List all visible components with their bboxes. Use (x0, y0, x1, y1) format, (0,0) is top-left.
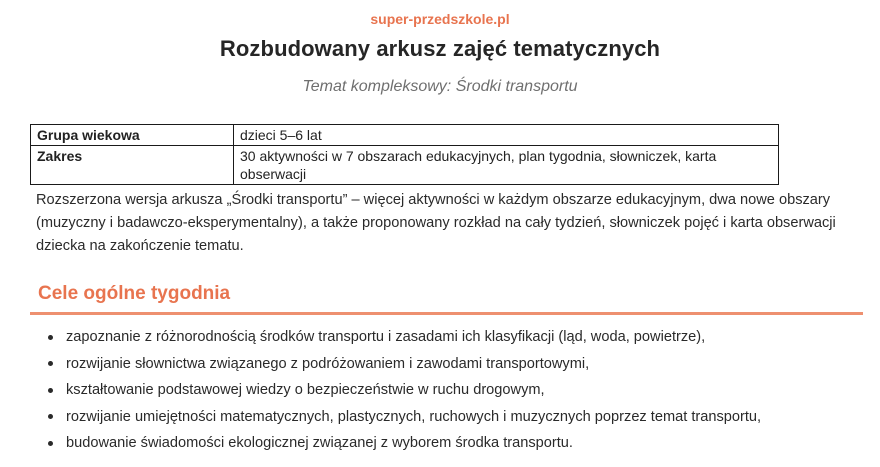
goals-list (48, 324, 761, 457)
info-row-scope (31, 146, 779, 185)
list-item (48, 351, 761, 378)
list-item (48, 324, 761, 351)
section-heading: Cele ogólne tygodnia (38, 283, 231, 304)
intro-paragraph: Rozszerzona wersja arkusza „Środki transportu” – więcej aktywności w każdym obszarze edukacyjnym, dwa nowe obszary (muzyczny i badawczo-eksperymentalny), a także proponowany rozkład na cały tydzień, słowniczek pojęć i karta obserwacji dziecka na zakończenie tematu. (36, 192, 836, 254)
list-item-text: zapoznanie z różnorodnością środków transportu i zasadami ich klasyfikacji (ląd, woda, powietrze), (66, 329, 706, 345)
info-key: Zakres (31, 146, 234, 185)
info-value: dzieci 5–6 lat (234, 125, 779, 146)
list-item (48, 377, 761, 404)
info-row-age-group (31, 125, 779, 146)
list-item-text: rozwijanie słownictwa związanego z podróżowaniem i zawodami transportowymi, (66, 355, 590, 372)
bullet-icon (48, 361, 53, 366)
info-table (30, 124, 779, 185)
site-name: super-przedszkole.pl (370, 11, 510, 27)
list-item-text: rozwijanie umiejętności matematycznych, plastycznych, ruchowych i muzycznych poprzez temat transportu, (66, 408, 762, 425)
list-item (48, 430, 761, 457)
bullet-icon (48, 335, 53, 340)
list-item-text: kształtowanie podstawowej wiedzy o bezpieczeństwie w ruchu drogowym, (66, 382, 545, 398)
list-item (48, 404, 761, 431)
bullet-icon (48, 441, 53, 446)
list-item-text: budowanie świadomości ekologicznej związanej z wyborem środka transportu. (66, 435, 573, 451)
info-value: 30 aktywności w 7 obszarach edukacyjnych, plan tygodnia, słowniczek, karta obserwacji (234, 146, 779, 185)
bullet-icon (48, 388, 53, 393)
info-key: Grupa wiekowa (31, 125, 234, 146)
bullet-icon (48, 414, 53, 419)
page-subtitle: Temat kompleksowy: Środki transportu (302, 78, 578, 95)
section-divider (30, 312, 863, 315)
page-title: Rozbudowany arkusz zajęć tematycznych (219, 36, 661, 61)
